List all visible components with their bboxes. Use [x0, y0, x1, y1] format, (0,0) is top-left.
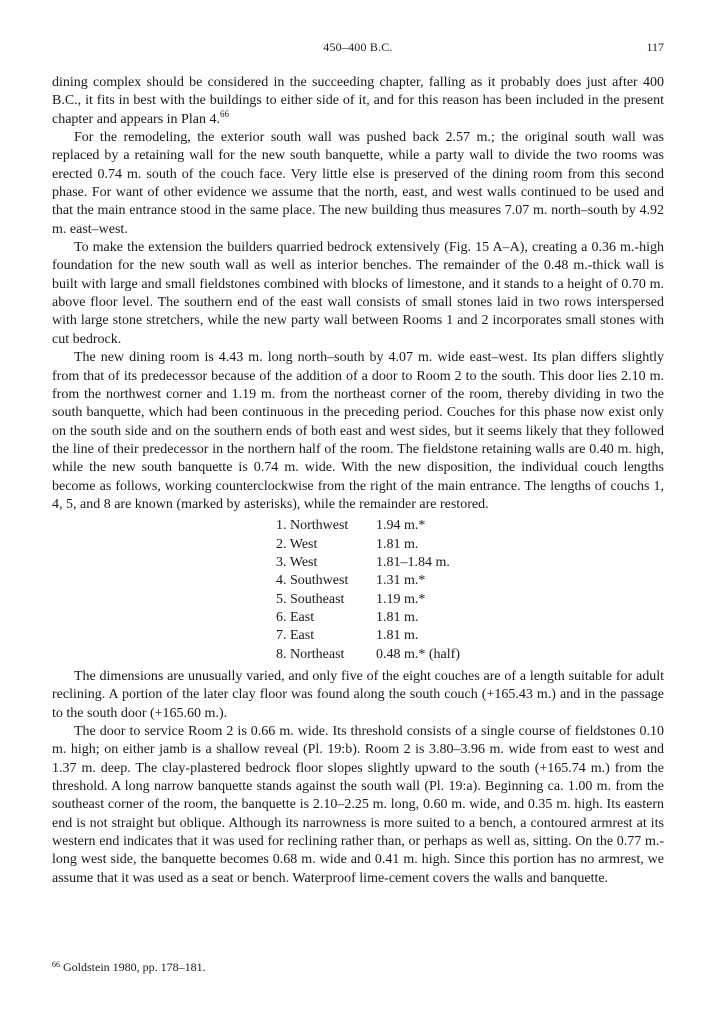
couch-length: 1.31 m.* — [376, 573, 426, 589]
couch-label: 2. West — [276, 536, 318, 552]
table-row — [276, 646, 460, 664]
table-row — [276, 591, 460, 609]
couch-length: 1.81 m. — [376, 628, 419, 644]
table-row — [276, 517, 460, 535]
paragraph-6: The door to service Room 2 is 0.66 m. wide. Its threshold consists of a single course of fieldstones 0.10 m. high; on either jamb is a shallow reveal (Pl. 19:b). Room 2 is 3.80–3.96 m. wide from east to west and 1.37 m. deep. The clay-plastered bedrock floor slopes slightly upward to the south (+165.74 m.) from the threshold. A long narrow banquette stands against the south wall (Pl. 19:a). Beginning ca. 1.00 m. from the southeast corner of the room, the banquette is 2.10–2.25 m. long, 0.60 m. wide, and 0.35 m. high. Its eastern end is not straight but oblique. Although its narrowness is more suited to a bench, a contoured armrest at its western end indicates that it was used for reclining rather than, or perhaps as well as, sitting. On the 0.77 m.-long west side, the banquette becomes 0.68 m. wide and 0.41 m. high. Since this portion has no armrest, we assume that it was used as a seat or bench. Waterproof lime-cement covers the walls and banquette. — [52, 724, 664, 886]
running-title: 450–400 B.C. — [323, 40, 393, 54]
table-row — [276, 554, 460, 572]
couch-label: 1. Northwest — [276, 518, 349, 534]
footnote-marker: 66 — [52, 960, 60, 969]
footnote-text: Goldstein 1980, pp. 178–181. — [63, 960, 206, 974]
couch-length: 0.48 m.* (half) — [376, 646, 460, 662]
couch-label: 7. East — [276, 628, 315, 644]
paragraph-5: The dimensions are unusually varied, and only five of the eight couches are of a length suitable for adult reclining. A portion of the later clay floor was found along the south couch (+165.43 m.) and in the passage to the south door (+165.60 m.). — [52, 669, 664, 721]
paragraph-4: The new dining room is 4.43 m. long north–south by 4.07 m. wide east–west. Its plan differs slightly from that of its predecessor because of the addition of a door to Room 2 to the south. This door lies 2.10 m. from the northwest corner and 1.19 m. from the northeast corner of the room, thereby dividing in two the south banquette, which had been continuous in the preceding period. Couches for this phase now exist only on the south side and on the southern ends of both east and west sides, but it seems likely that they followed the line of their predecessor in the northern half of the room. The fieldstone retaining walls are 0.40 m. high, while the new south banquette is 0.74 m. wide. With the new disposition, the individual couch lengths become as follows, working counterclockwise from the right of the main entrance. The lengths of couchs 1, 4, 5, and 8 are known (marked by asterisks), while the remainder are restored. — [52, 350, 664, 512]
couch-label: 5. Southeast — [276, 591, 345, 607]
table-row — [276, 572, 460, 590]
paragraph-2: For the remodeling, the exterior south wall was pushed back 2.57 m.; the original south wall was replaced by a retaining wall for the new south banquette, while a party wall to divide the two rooms was erected 0.74 m. south of the couch face. Very little else is preserved of the dining room from this second phase. For want of other evidence we assume that the north, east, and west walls continued to be used and that the main entrance stood in the same place. The new building thus measures 7.07 m. north–south by 4.92 m. east–west. — [52, 130, 664, 237]
couch-label: 6. East — [276, 609, 315, 625]
table-row — [276, 609, 460, 627]
page — [52, 38, 664, 888]
paragraph-1: dining complex should be considered in the succeeding chapter, falling as it probably does just after 400 B.C., it fits in best with the buildings to either side of it, and for this reason has been included in the present chapter and appears in Plan 4.66 — [52, 75, 664, 127]
couch-length: 1.19 m.* — [376, 591, 426, 607]
running-head — [52, 38, 664, 60]
couch-length: 1.81–1.84 m. — [376, 554, 450, 570]
couch-lengths-table — [276, 517, 460, 664]
couch-label: 3. West — [276, 554, 318, 570]
footnote — [52, 960, 664, 975]
couch-label: 8. Northeast — [276, 646, 345, 662]
footnote-reference: 66 — [219, 108, 229, 119]
couch-length: 1.81 m. — [376, 609, 419, 625]
body-text — [52, 74, 664, 888]
page-number: 117 — [646, 40, 664, 54]
table-row — [276, 627, 460, 645]
couch-length: 1.94 m.* — [376, 518, 426, 534]
table-row — [276, 536, 460, 554]
couch-label: 4. Southwest — [276, 573, 349, 589]
couch-length: 1.81 m. — [376, 536, 419, 552]
paragraph-3: To make the extension the builders quarried bedrock extensively (Fig. 15 A–A), creating a 0.36 m.-high foundation for the new south wall as well as interior benches. The remainder of the 0.48 m.-thick wall is built with large and small fieldstones combined with blocks of limestone, and it stands to a height of 0.70 m. above floor level. The southern end of the east wall consists of small stones laid in two rows interspersed with large stone stretchers, while the new party wall between Rooms 1 and 2 incorporates small stones with cut bedrock. — [52, 240, 664, 347]
